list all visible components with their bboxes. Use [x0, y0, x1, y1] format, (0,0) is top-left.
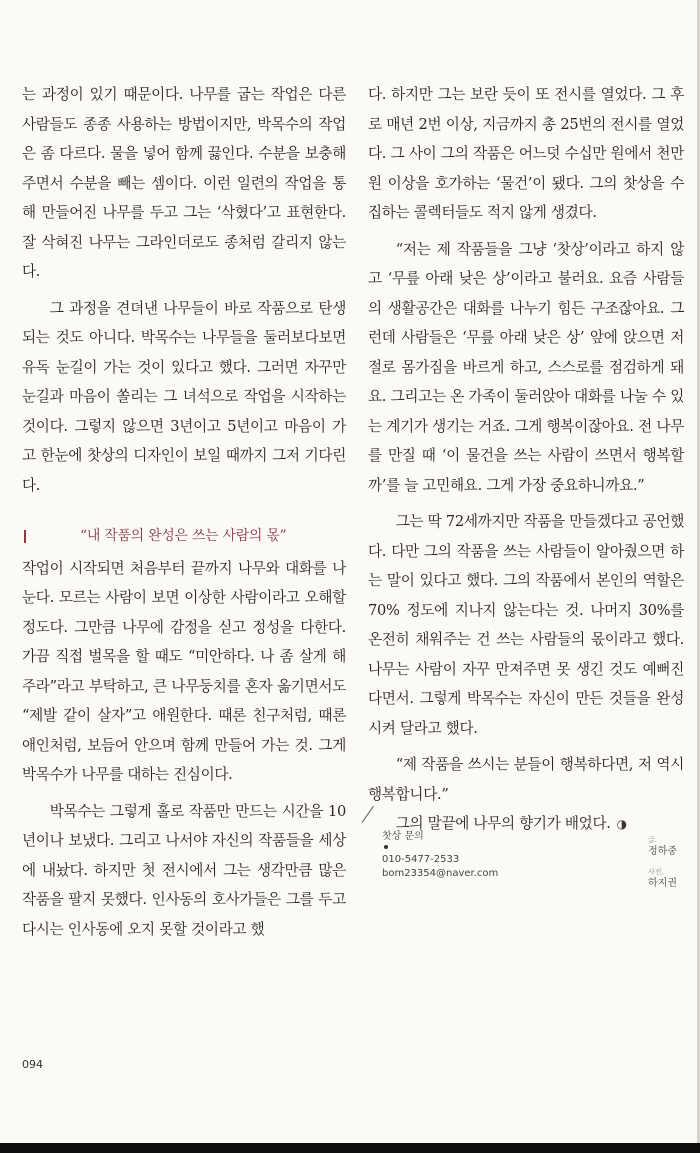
writer-name: 정하중 — [648, 846, 677, 857]
end-mark-icon: ◑ — [616, 817, 627, 831]
closing-text: 그의 말끝에 나무의 향기가 배었다. — [395, 815, 611, 832]
body-paragraph: 작업이 시작되면 처음부터 끝까지 나무와 대화를 나눈다. 모르는 사람이 보면 이상한 사람이라고 오해할 정도다. 그만큼 나무에 감정을 싣고 정성을 다한다. 가끔 직접 벌목을 할 때도 “미안하다. 나 좀 살게 해주라”라고 부탁하고, 큰 나무둥치를 혼자 옮기면서도 “제발 같이 살자”고 애원한다. 때론 친구처럼, 때론 애인처럼, 보듬어 안으며 함께 만들어 가는 것. 그게 박목수가 나무를 대하는 진심이다. — [22, 559, 346, 783]
body-paragraph: 다. 하지만 그는 보란 듯이 또 전시를 열었다. 그 후로 매년 2번 이상, 지금까지 총 25번의 전시를 열었다. 그 사이 그의 작품은 어느덧 수십만 원에서 천만 원 이상을 호가하는 ‘물건’이 됐다. 그의 찻상을 수집하는 콜렉터들도 적지 않게 생겼다. — [368, 86, 684, 221]
photo-label: 사진. — [648, 868, 664, 876]
body-paragraph: 는 과정이 있기 때문이다. 나무를 굽는 작업은 다른 사람들도 종종 사용하는 방법이지만, 박목수의 작업은 좀 다르다. 물을 넣어 함께 끓인다. 수분을 보충해주면서 수분을 빼는 셈이다. 이런 일련의 작업을 통해 만들어진 나무를 두고 그는 ‘삭혔다’고 표현한다. 잘 삭혀진 나무는 그라인더로도 종처럼 갈리지 않는다. — [22, 86, 346, 280]
section-subheading — [22, 522, 346, 552]
quote-paragraph: “제 작품을 쓰시는 분들이 행복하다면, 저 역시 행복합니다.” — [368, 756, 684, 803]
contact-label: 찻상 문의 — [382, 831, 424, 842]
credits — [648, 836, 677, 900]
page-number: 094 — [22, 1058, 43, 1071]
body-paragraph: 그는 딱 72세까지만 작품을 만들겠다고 공언했다. 다만 그의 작품을 쓰는 사람들이 알아줬으면 하는 말이 있다고 했다. 그의 작품에서 본인의 역할은 70% 정도에 지나지 않는다는 것. 나머지 30%를 온전히 채워주는 건 쓰는 사람들의 몫이라고 했다. 나무는 사람이 자꾸 만져주면 못 생긴 것도 예뻐진다면서. 그렇게 박목수는 자신이 만든 것들을 완성시켜 달라고 했다. — [368, 513, 684, 737]
subheading-text: “내 작품의 완성은 쓰는 사람의 몫” — [80, 528, 287, 544]
contact-email: bom23354@naver.com — [382, 868, 499, 879]
contact-info — [382, 830, 498, 881]
writer-label: 글. — [648, 836, 657, 844]
scan-bottom-border — [0, 1143, 700, 1153]
body-paragraph: 박목수는 그렇게 홀로 작품만 만드는 시간을 10년이나 보냈다. 그리고 나서야 자신의 작품들을 세상에 내놨다. 하지만 첫 전시에서 그는 생각만큼 많은 작품을 팔지 못했다. 인사동의 호사가들은 그를 두고 다시는 인사동에 오지 못할 것이라고 했 — [22, 802, 346, 938]
contact-phone: 010-5477-2533 — [382, 854, 460, 865]
body-paragraph: 그 과정을 견뎌낸 나무들이 바로 작품으로 탄생되는 것도 아니다. 박목수는 나무들을 둘러보다보면 유독 눈길이 가는 것이 있다고 했다. 그러면 자꾸만 눈길과 마음이 쏠리는 그 녀석으로 작업을 시작하는 것이다. 그렇지 않으면 3년이고 5년이고 마음이 가고 한눈에 찻상의 디자인이 보일 때까지 그저 기다린다. — [22, 299, 346, 494]
right-column — [368, 80, 684, 840]
photographer-name: 하지권 — [648, 878, 677, 889]
bullet-icon — [384, 845, 388, 849]
left-column — [22, 80, 346, 944]
quote-paragraph: “저는 제 작품들을 그냥 ‘찻상’이라고 하지 않고 ‘무릎 아래 낮은 상’이라고 불러요. 요즘 사람들의 생활공간은 대화를 나누기 힘든 구조잖아요. 그런데 사람들은 ‘무릎 아래 낮은 상’ 앞에 앉으면 저절로 몸가짐을 바르게 하고, 스스로를 점검하게 돼요. 그리고는 온 가족이 둘러앉아 대화를 나눌 수 있는 계기가 생기는 거죠. 그게 행복이잖아요. 전 나무를 만질 때 ‘이 물건을 쓰는 사람이 쓰면서 행복할까’를 늘 고민해요. 그게 가장 중요하니까요.” — [368, 240, 684, 494]
subheading-marker — [24, 530, 26, 543]
